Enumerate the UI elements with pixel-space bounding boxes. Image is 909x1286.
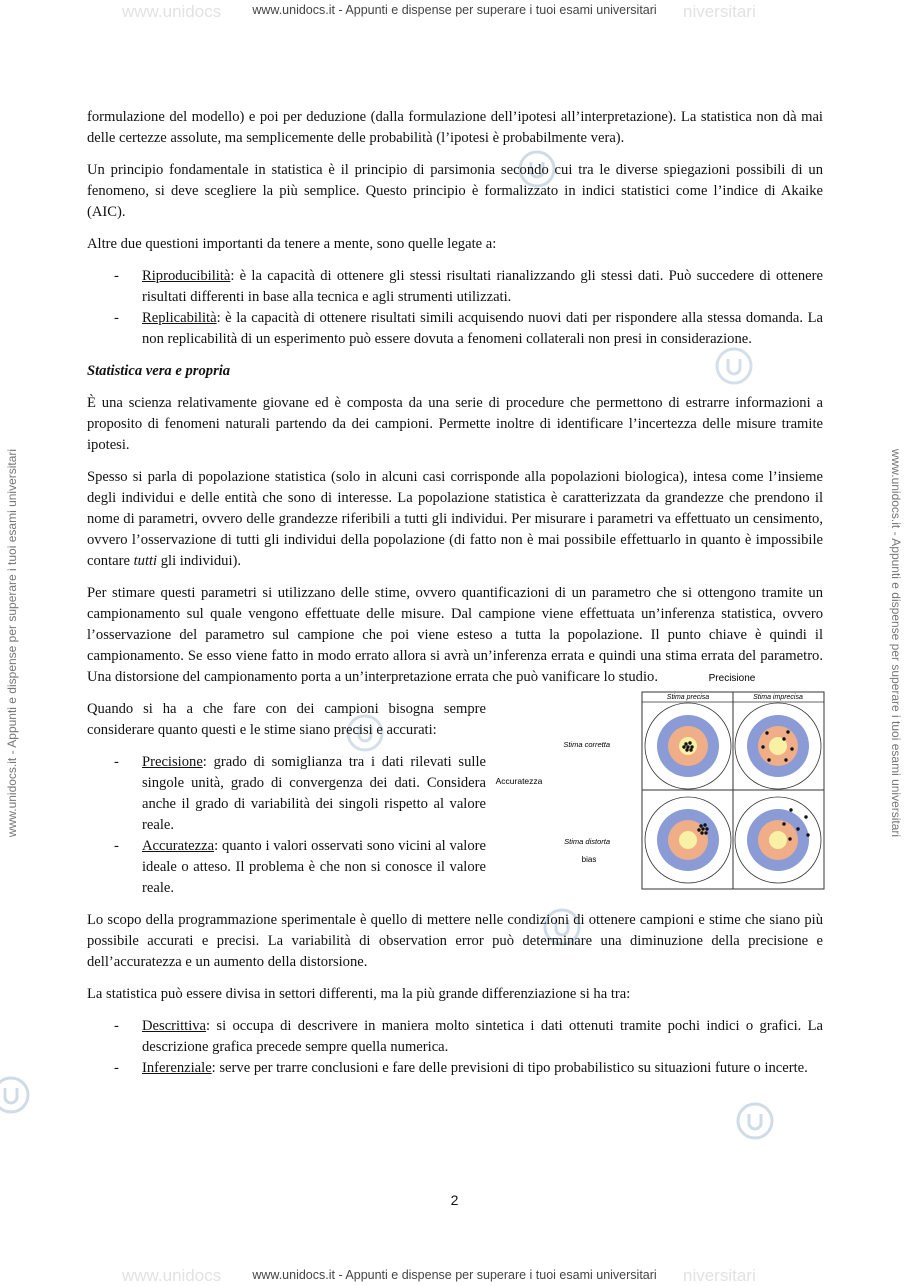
text-run: gli individui). bbox=[157, 553, 242, 569]
list-item bbox=[87, 308, 823, 350]
row-label: Stima corretta bbox=[563, 740, 610, 749]
paragraph: Quando si ha a che fare con dei campioni bisogna sempre considerare quanto questi e le stime siano precisi e accurati: bbox=[87, 701, 486, 738]
paragraph: Un principio fondamentale in statistica è il principio di parsimonia secondo cui tra le diverse spiegazioni possibili di un fenomeno, si deve scegliere la più semplice. Questo principio è formalizzato in indici statistici come l’indice di Akaike (AIC). bbox=[87, 162, 823, 220]
section-heading: Statistica vera e propria bbox=[87, 363, 231, 379]
term: Precisione bbox=[142, 754, 203, 770]
watermark-faint-right-bottom: niversitari bbox=[683, 1266, 756, 1285]
unidocs-logo-icon bbox=[0, 1074, 32, 1116]
watermark-bottom: www.unidocs.it - Appunti e dispense per superare i tuoi esami universitari bbox=[252, 1268, 657, 1282]
target-diagram bbox=[488, 669, 823, 904]
column-label: Stima precisa bbox=[666, 694, 710, 701]
term: Inferenziale bbox=[142, 1060, 212, 1076]
figure-title: Precisione bbox=[708, 673, 756, 684]
paragraph: La statistica può essere divisa in settori differenti, ma la più grande differenziazione si ha tra: bbox=[87, 986, 631, 1002]
watermark-top: www.unidocs.it - Appunti e dispense per superare i tuoi esami universitari bbox=[252, 3, 657, 17]
bias-label: bias bbox=[581, 855, 597, 864]
list-item bbox=[87, 836, 486, 899]
bullet-list bbox=[87, 266, 823, 350]
term: Riproducibilità bbox=[142, 268, 231, 284]
watermark-right: www.unidocs.it - Appunti e dispense per superare i tuoi esami universitari bbox=[889, 448, 903, 838]
paragraph: Lo scopo della programmazione sperimentale è quello di mettere nelle condizioni di ottenere campioni e stime che siano più possibile accurati e precisi. La variabilità di observation error può determinare una diminuzione della precisione e dell’accuratezza e un aumento della distorsione. bbox=[87, 912, 823, 970]
precision-accuracy-figure bbox=[488, 669, 823, 904]
list-item bbox=[87, 1016, 823, 1058]
figure-side-text bbox=[87, 699, 486, 910]
bullet-list bbox=[87, 1016, 823, 1079]
text-run: Spesso si parla di popolazione statistica (solo in alcuni casi corrisponde alla popolazioni biologica), intesa come l’insieme degli individui e delle entità che sono di interesse. La popolazione statistica è caratterizzata da grandezze che prendono il nome di parametri, ovvero delle grandezze riferibili a tutti gli individui. Per misurare i parametri va effettuato un censimento, ovvero l’osservazione di tutti gli individui della popolazione (di fatto non è mai possibile effettuarlo in quanto è impossibile contare bbox=[87, 469, 823, 569]
page-number: 2 bbox=[450, 1192, 459, 1208]
list-item bbox=[87, 1058, 823, 1079]
definition: : grado di somiglianza tra i dati rilevati sulle singole unità, grado di convergenza dei dati. Considera anche il grado di variabilità dei singoli rispetto al valore reale. bbox=[142, 754, 486, 833]
page-content bbox=[87, 107, 823, 1090]
definition: : è la capacità di ottenere risultati simili acquisendo nuovi dati per rispondere alla stessa domanda. La non replicabilità di un esperimento può essere dovuta a fenomeni collaterali non presi in considerazione. bbox=[142, 310, 823, 347]
paragraph: È una scienza relativamente giovane ed è composta da una serie di procedure che permettono di estrarre informazioni a proposito di fenomeni naturali partendo da dei campioni. Permette inoltre di identificare l’incertezza delle misure tramite ipotesi. bbox=[87, 395, 823, 453]
paragraph: Per stimare questi parametri si utilizzano delle stime, ovvero quantificazioni di un parametro che si ottengono tramite un campionamento sul quale vengono effettuate delle misure. Dal campione viene effettuata un’inferenza statistica, ovvero l’osservazione del parametro sul campione che poi viene esteso a tutta la popolazione. Il punto chiave è quindi il campionamento. Se esso viene fatto in modo errato allora si avrà un’inferenza errata e quindi una stima errata del parametro. Una distorsione del campionamento porta a un’interpretazione errata che può vanificare lo studio. bbox=[87, 585, 823, 685]
target-imprecise-biased bbox=[735, 797, 821, 883]
unidocs-logo-icon bbox=[734, 1100, 776, 1142]
term: Descrittiva bbox=[142, 1018, 207, 1034]
bullet-list bbox=[87, 752, 486, 899]
figure-block bbox=[87, 673, 823, 910]
target-precise-biased bbox=[645, 797, 731, 883]
paragraph: Altre due questioni importanti da tenere a mente, sono quelle legate a: bbox=[87, 236, 497, 252]
watermark-faint-right: niversitari bbox=[683, 2, 756, 21]
watermark-left: www.unidocs.it - Appunti e dispense per superare i tuoi esami universitari bbox=[5, 448, 19, 838]
paragraph: formulazione del modello) e poi per deduzione (dalla formulazione dell’ipotesi all’interpretazione). La statistica non dà mai delle certezze assolute, ma semplicemente delle probabilità (l’ipotesi è probabilmente vera). bbox=[87, 109, 823, 146]
list-item bbox=[87, 266, 823, 308]
row-axis-label: Accuratezza bbox=[495, 776, 543, 786]
definition: : è la capacità di ottenere gli stessi risultati rianalizzando gli stessi dati. Può succedere di ottenere risultati differenti in base alla tecnica e agli strumenti utilizzati. bbox=[142, 268, 823, 305]
term: Accuratezza bbox=[142, 838, 215, 854]
definition: : serve per trarre conclusioni e fare delle previsioni di tipo probabilistico su situazioni future o incerte. bbox=[211, 1060, 808, 1076]
target-imprecise-accurate bbox=[735, 703, 821, 789]
column-label: Stima imprecisa bbox=[753, 694, 803, 701]
target-precise-accurate bbox=[645, 703, 731, 789]
term: Replicabilità bbox=[142, 310, 217, 326]
definition: : si occupa di descrivere in maniera molto sintetica i dati ottenuti tramite pochi indici o grafici. La descrizione grafica precede sempre quella numerica. bbox=[142, 1018, 823, 1055]
watermark-faint-left-bottom: www.unidocs bbox=[122, 1266, 222, 1285]
paragraph bbox=[87, 467, 823, 572]
emphasis: tutti bbox=[133, 553, 158, 569]
definition: : quanto i valori osservati sono vicini al valore ideale o atteso. Il problema è che non si conosce il valore reale. bbox=[142, 838, 486, 896]
watermark-faint-left: www.unidocs bbox=[122, 2, 222, 21]
list-item bbox=[87, 752, 486, 836]
row-label: Stima distorta bbox=[564, 837, 610, 846]
